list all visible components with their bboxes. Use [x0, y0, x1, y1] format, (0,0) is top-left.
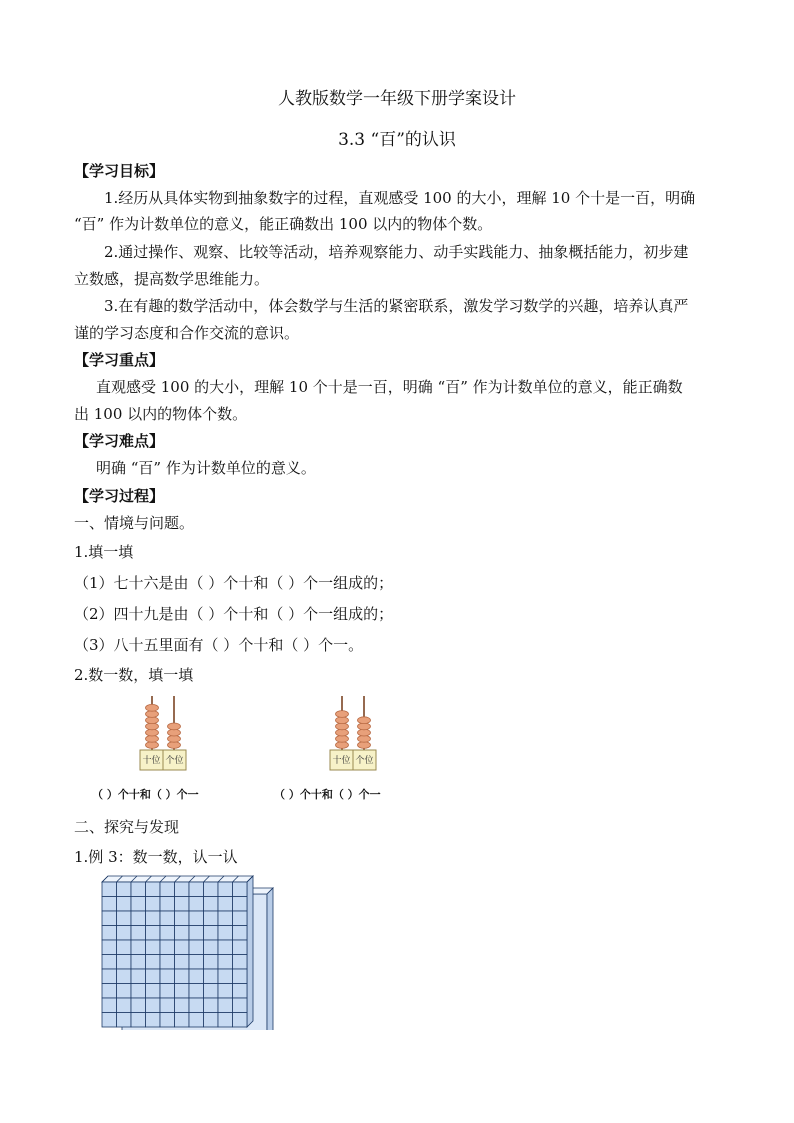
unit-cube [146, 926, 161, 941]
unit-cube [189, 940, 204, 955]
unit-cube [160, 926, 175, 941]
abacus-bead [336, 723, 349, 730]
unit-cube [117, 882, 132, 897]
difficulty-line-1: 明确 “百” 作为计数单位的意义。 [96, 459, 316, 477]
abacus-bead [146, 717, 159, 724]
unit-cube [204, 940, 219, 955]
unit-cube [204, 1013, 219, 1028]
unit-cube [233, 984, 248, 999]
unit-cube [102, 1013, 117, 1028]
question-1-item-2: （2）四十九是由（ ）个十和（ ）个一组成的； [74, 605, 394, 623]
tens-label: 十位 [332, 756, 351, 766]
process-heading: 【学习过程】 [74, 487, 165, 505]
unit-cube [218, 998, 233, 1013]
unit-cube [131, 955, 146, 970]
unit-cube [160, 882, 175, 897]
unit-cube [218, 955, 233, 970]
abacus-bead [358, 742, 371, 749]
unit-cube [131, 998, 146, 1013]
unit-cube [131, 926, 146, 941]
unit-cube [175, 969, 190, 984]
ones-label: 个位 [165, 756, 184, 766]
unit-cube [204, 984, 219, 999]
difficulty-heading: 【学习难点】 [74, 432, 165, 450]
abacus-bead [336, 729, 349, 736]
document-subtitle: 3.3 “百”的认识 [338, 130, 456, 150]
abacus-left [136, 692, 192, 774]
focus-line-2: 出 100 以内的物体个数。 [74, 405, 248, 423]
abacus-bead [146, 729, 159, 736]
unit-cube [146, 911, 161, 926]
abacus-bead [336, 711, 349, 718]
abacus-bead [336, 742, 349, 749]
unit-cube [146, 940, 161, 955]
focus-heading: 【学习重点】 [74, 351, 165, 369]
unit-cube [204, 998, 219, 1013]
unit-cube [102, 955, 117, 970]
unit-cube [218, 882, 233, 897]
goal-2-line-2: 立数感，提高数学思维能力。 [74, 270, 270, 288]
unit-cube [189, 911, 204, 926]
unit-cube [131, 1013, 146, 1028]
abacus-bead [146, 711, 159, 718]
unit-cube [233, 926, 248, 941]
abacus-bead [146, 723, 159, 730]
unit-cube [175, 998, 190, 1013]
unit-cube [160, 998, 175, 1013]
abacus-right-fill: （ ）个十和（ ）个一 [274, 788, 381, 801]
unit-cube [175, 897, 190, 912]
unit-cube [102, 926, 117, 941]
unit-cube [189, 955, 204, 970]
unit-cube [160, 911, 175, 926]
unit-cube [218, 926, 233, 941]
abacus-bead [168, 735, 181, 742]
unit-cube [233, 940, 248, 955]
abacus-bead [358, 717, 371, 724]
unit-cube [204, 897, 219, 912]
tens-label: 十位 [142, 756, 161, 766]
unit-cube [175, 911, 190, 926]
abacus-bead [168, 723, 181, 730]
abacus-bead [146, 704, 159, 711]
unit-cube [160, 897, 175, 912]
unit-cube [160, 1013, 175, 1028]
unit-cube [218, 911, 233, 926]
goals-heading: 【学习目标】 [74, 162, 165, 180]
unit-cube [146, 955, 161, 970]
unit-cube [175, 984, 190, 999]
goal-3-line-2: 谨的学习态度和合作交流的意识。 [74, 324, 300, 342]
unit-cube [175, 1013, 190, 1028]
unit-cube [204, 926, 219, 941]
unit-cube [131, 882, 146, 897]
unit-cube [204, 911, 219, 926]
unit-cube [117, 926, 132, 941]
unit-cube [189, 897, 204, 912]
abacus-bead [168, 742, 181, 749]
unit-cube [131, 911, 146, 926]
unit-cube [189, 969, 204, 984]
goal-2-line-1: 2.通过操作、观察、比较等活动，培养观察能力、动手实践能力、抽象概括能力，初步建 [104, 243, 689, 261]
abacus-bead [168, 729, 181, 736]
unit-cube [117, 1013, 132, 1028]
unit-cube [146, 1013, 161, 1028]
ones-label: 个位 [355, 756, 374, 766]
unit-cube [146, 882, 161, 897]
unit-cube [102, 969, 117, 984]
unit-cube [131, 969, 146, 984]
unit-cube [131, 940, 146, 955]
unit-cube [218, 969, 233, 984]
abacus-right [326, 692, 382, 774]
unit-cube [160, 955, 175, 970]
hundred-cube-blocks-image [98, 870, 274, 1030]
unit-cube [117, 969, 132, 984]
unit-cube [218, 1013, 233, 1028]
goal-3-line-1: 3.在有趣的数学活动中，体会数学与生活的紧密联系，激发学习数学的兴趣，培养认真严 [104, 297, 689, 315]
focus-line-1: 直观感受 100 的大小，理解 10 个十是一百，明确 “百” 作为计数单位的意义，能正确数 [96, 378, 683, 396]
unit-cube [102, 998, 117, 1013]
unit-cube [233, 998, 248, 1013]
question-1-item-3: （3）八十五里面有（ ）个十和（ ）个一。 [74, 636, 364, 654]
unit-cube [175, 940, 190, 955]
unit-cube [102, 897, 117, 912]
unit-cube [233, 911, 248, 926]
unit-cube [233, 897, 248, 912]
part-1-heading: 一、情境与问题。 [74, 514, 195, 532]
unit-cube [117, 998, 132, 1013]
cube-layer-back-side [267, 888, 273, 1030]
abacus-left-fill: （ ）个十和（ ）个一 [92, 788, 199, 801]
document-title: 人教版数学一年级下册学案设计 [278, 89, 516, 109]
unit-cube [218, 897, 233, 912]
unit-cube [189, 1013, 204, 1028]
example-3-heading: 1.例 3：数一数，认一认 [74, 848, 238, 866]
unit-cube [160, 940, 175, 955]
unit-cube [117, 955, 132, 970]
unit-cube [189, 926, 204, 941]
unit-cube [146, 897, 161, 912]
question-1-heading: 1.填一填 [74, 543, 134, 561]
question-2-heading: 2.数一数，填一填 [74, 666, 194, 684]
unit-cube [131, 897, 146, 912]
abacus-bead [358, 723, 371, 730]
unit-cube [175, 955, 190, 970]
unit-cube [218, 984, 233, 999]
question-1-item-1: （1）七十六是由（ ）个十和（ ）个一组成的； [74, 574, 394, 592]
unit-cube [117, 940, 132, 955]
unit-cube [117, 911, 132, 926]
unit-cube [204, 955, 219, 970]
unit-cube [146, 984, 161, 999]
unit-cube [175, 926, 190, 941]
unit-cube [204, 882, 219, 897]
goal-1-line-1: 1.经历从具体实物到抽象数字的过程，直观感受 100 的大小，理解 10 个十是一百，明确 [104, 189, 696, 207]
unit-cube [117, 897, 132, 912]
unit-cube [160, 969, 175, 984]
unit-cube [146, 998, 161, 1013]
abacus-bead [336, 735, 349, 742]
unit-cube [160, 984, 175, 999]
unit-cube [117, 984, 132, 999]
unit-cube [233, 969, 248, 984]
part-2-heading: 二、探究与发现 [74, 818, 180, 836]
unit-cube [102, 984, 117, 999]
goal-1-line-2: “百” 作为计数单位的意义，能正确数出 100 以内的物体个数。 [74, 215, 493, 233]
abacus-bead [146, 742, 159, 749]
unit-cube [146, 969, 161, 984]
unit-cube [175, 882, 190, 897]
abacus-bead [336, 717, 349, 724]
unit-cube [131, 984, 146, 999]
unit-cube [102, 940, 117, 955]
unit-cube [189, 998, 204, 1013]
unit-cube [102, 882, 117, 897]
unit-cube [218, 940, 233, 955]
abacus-bead [358, 729, 371, 736]
unit-cube [204, 969, 219, 984]
unit-cube [233, 882, 248, 897]
unit-cube [233, 1013, 248, 1028]
abacus-bead [358, 735, 371, 742]
abacus-bead [146, 735, 159, 742]
unit-cube [189, 882, 204, 897]
unit-cube [102, 911, 117, 926]
unit-cube [189, 984, 204, 999]
unit-cube [233, 955, 248, 970]
cube-side-face [247, 876, 253, 1027]
